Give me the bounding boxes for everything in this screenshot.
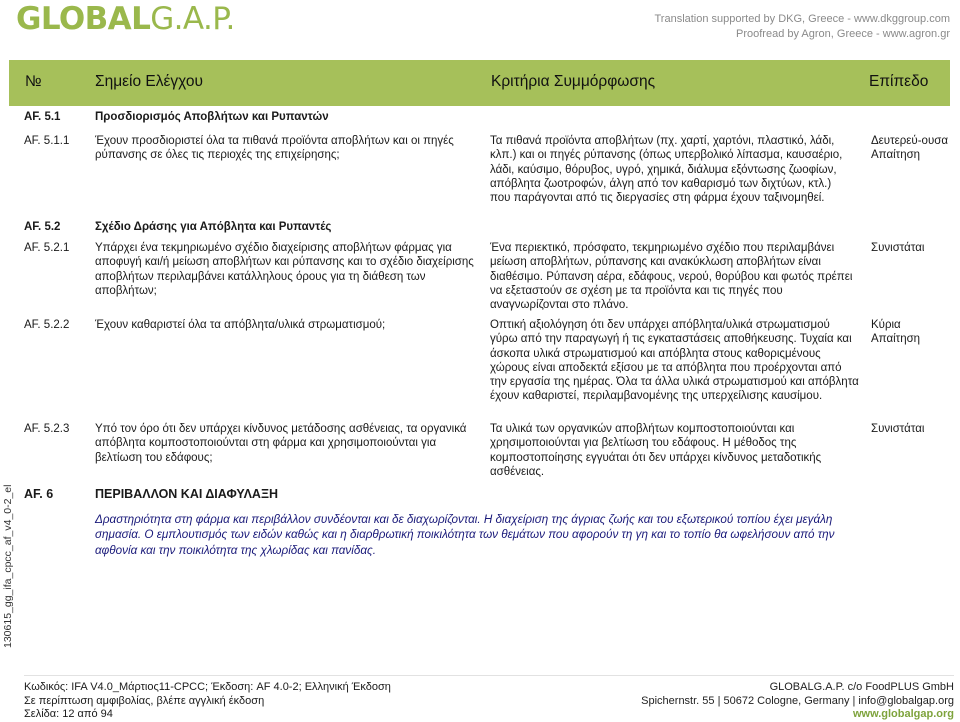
row-number: AF. 5.2	[24, 221, 61, 233]
footer-divider	[24, 675, 954, 676]
footer-code-line: Κωδικός: IFA V4.0_Μάρτιος11-CPCC; Έκδοση: AF 4.0-2; Ελληνική Έκδοση	[24, 681, 391, 693]
compliance-criteria-text: Τα υλικά των οργανικών αποβλήτων κομποστοποιούνται και χρησιμοποιούνται για βελτίωση του εδάφους. Η μέθοδος της κομποστοποίησης εγγυάται ότι δεν υπάρχει κίνδυνος μεταδοτικής ασθένειας.	[490, 423, 822, 478]
compliance-criteria-text: Οπτική αξιολόγηση ότι δεν υπάρχει απόβλητα/υλικά στρωματισμού γύρω από την παραγωγή ή τις εγκαταστάσεις αποθήκευσης. Τυχαία και άσκοπα υλικά στρωματισμού και απόβλητα στους καθοριςμένους χώρους είναι αποδεκτά εξίσου με τα απόβλητα που προέρχονται από την εργασία της ημέρας. Όλα τα άλλα υλικά στρωματισμού και απόβλητα έχουν καθαριστεί, περιλαμβανομένης της υπερχείλισης καυσίμου.	[490, 319, 859, 403]
row-number: AF. 5.2.1	[24, 242, 70, 254]
footer-note-line: Σε περίπτωση αμφιβολίας, βλέπε αγγλική έκδοση	[24, 694, 265, 707]
logo-strong-text: GLOBAL	[16, 1, 151, 37]
section-intro: Δραστηριότητα στη φάρμα και περιβάλλον συνδέονται και δε διαχωρίζονται. Η διαχείριση της άγριας ζωής και του εξωτερικού τοπίου έχει μεγάλη σημασία. Ο εμπλουτισμός των ειδών καθώς και η διαρθρωτική ποικιλότητα των θεμάτων που αφορούν τη γη και το τοπίο θα ωφελήσουν από την αφθονία και την ποικιλότητα της χλωρίδας και πανίδας.	[95, 513, 835, 557]
level-text: Κύρια Απαίτηση	[871, 319, 921, 346]
header-level: Επίπεδο	[869, 73, 929, 90]
section-heading: Σχέδιο Δράσης για Απόβλητα και Ρυπαντές	[95, 221, 332, 233]
footer-website-link[interactable]: www.globalgap.org	[852, 708, 954, 720]
translation-credits	[654, 12, 950, 42]
section-heading: ΠΕΡΙΒΑΛΛΟΝ ΚΑΙ ΔΙΑΦΥΛΑΞΗ	[95, 487, 279, 501]
row-number: AF. 6	[24, 487, 54, 501]
compliance-criteria-text: Ένα περιεκτικό, πρόσφατο, τεκμηριωμένο σχέδιο που περιλαμβάνει μείωση αποβλήτων, ρύπανσης και ανακύκλωση αποβλήτων είναι διαθέσιμο. Ρύπανση αέρα, εδάφους, νερού, θορύβου και φωτός πρέπει να εξεταστούν σε σχέση με τα προϊόντα και τις πηγές που αναγνωρίζονται στο πλάνο.	[490, 242, 853, 312]
footer-doc-info	[24, 681, 391, 722]
row-number: AF. 5.1	[24, 111, 61, 123]
row-number: AF. 5.1.1	[24, 135, 70, 147]
section-heading: Προσδιορισμός Αποβλήτων και Ρυπαντών	[95, 111, 329, 123]
footer-organization	[641, 681, 954, 722]
header-compliance-criteria: Κριτήρια Συμμόρφωσης	[491, 73, 656, 90]
globalgap-logo	[16, 2, 235, 36]
footer-org-line: GLOBALG.A.P. c/o FoodPLUS GmbH	[769, 681, 954, 693]
level-text: Συνιστάται	[871, 242, 925, 254]
control-point-text: Έχουν καθαριστεί όλα τα απόβλητα/υλικά στρωματισμού;	[95, 319, 386, 331]
row-number: AF. 5.2.2	[24, 319, 70, 331]
translation-line-2: Proofread by Agron, Greece - www.agron.gr	[736, 28, 950, 40]
control-point-text: Υπάρχει ένα τεκμηριωμένο σχέδιο διαχείρισης αποβλήτων φάρμας για αποφυγή και/ή μείωση αποβλήτων και ρύπανσης και το σχέδιο διαχείρισης αποβλήτων περιλαμβάνει κατάλληλους όρους για τη διάθεση των αποβλήτων;	[95, 242, 474, 297]
level-text: Δευτερεύ-ουσα Απαίτηση	[871, 135, 948, 162]
compliance-criteria-text: Τα πιθανά προϊόντα αποβλήτων (πχ. χαρτί, χαρτόνι, πλαστικό, λάδι, κλπ.) και οι πηγές ρύπανσης (όπως υπερβολικό λίπασμα, καυσαέριο, λάδι, καύσιμο, θόρυβος, υγρό, χημικά, διάλυμα εξόντωσης ζωοφίων, απόβλητα ζωοτροφών, άλγη από τον καθαρισμό των διχτύων, κτλ.) που παράγονται από τις διεργασίες στη φάρμα έχουν ταξινομηθεί.	[490, 135, 843, 205]
row-number: AF. 5.2.3	[24, 423, 70, 435]
translation-line-1: Translation supported by DKG, Greece - www.dkggroup.com	[654, 13, 950, 25]
level-text: Συνιστάται	[871, 423, 925, 435]
footer-address-line: Spichernstr. 55 | 50672 Cologne, Germany | info@globalgap.org	[641, 694, 954, 707]
control-point-text: Υπό τον όρο ότι δεν υπάρχει κίνδυνος μετάδοσης ασθένειας, τα οργανικά απόβλητα κομποστοποιούνται στη φάρμα και χρησιμοποιούνται για βελτίωση του εδάφους;	[95, 423, 467, 464]
footer-page-number: Σελίδα: 12 από 94	[24, 708, 113, 720]
header-no: №	[25, 73, 42, 90]
table-header	[9, 60, 950, 106]
header-control-point: Σημείο Ελέγχου	[95, 73, 203, 90]
control-point-text: Έχουν προσδιοριστεί όλα τα πιθανά προϊόντα αποβλήτων και οι πηγές ρύπανσης σε όλες τις περιοχές της επιχείρησης;	[95, 135, 454, 162]
side-filename: 130615_gg_ifa_cpcc_af_v4_0-2_el	[2, 484, 14, 648]
logo-light-text: G.A.P.	[150, 1, 235, 37]
